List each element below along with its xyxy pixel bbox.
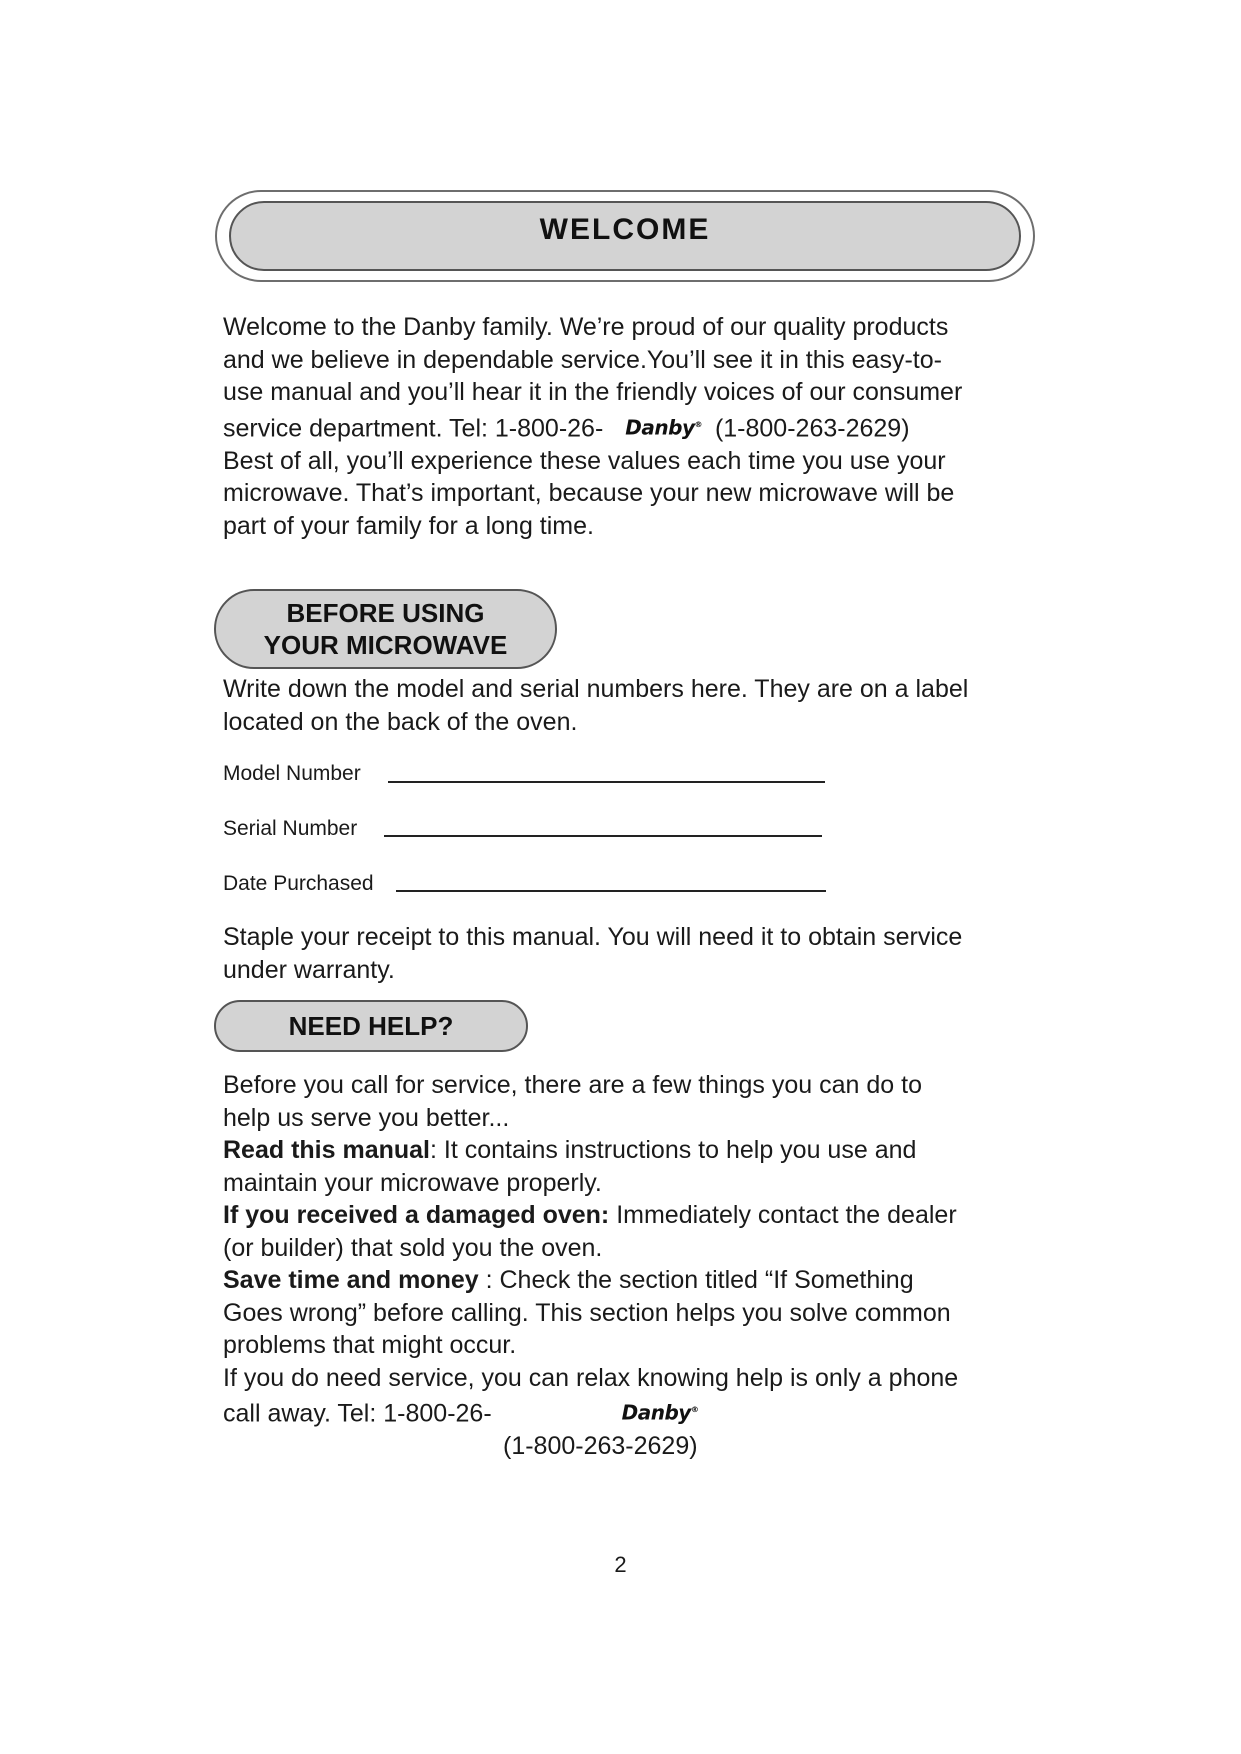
welcome-line-2: and we believe in dependable service.You’ll see it in this easy-to- xyxy=(223,345,942,374)
read-manual-bold: Read this manual xyxy=(223,1136,430,1164)
help-intro-1: Before you call for service, there are a few things you can do to xyxy=(223,1071,922,1099)
welcome-line-3: use manual and you’ll hear it in the friendly voices of our consumer xyxy=(223,378,963,406)
welcome-line-4: service department. Tel: 1-800-26- xyxy=(223,414,604,443)
damaged-oven-text-2: (or builder) that sold you the oven. xyxy=(223,1233,603,1262)
help-intro-2: help us serve you better... xyxy=(223,1103,510,1132)
service-phone: (1-800-263-2629) xyxy=(503,1432,698,1461)
save-time-bold: Save time and money xyxy=(223,1266,479,1294)
serial-number-label: Serial Number xyxy=(223,817,358,840)
service-line-1: If you do need service, you can relax knowing help is only a phone xyxy=(223,1363,959,1392)
read-manual-text-2: maintain your microwave properly. xyxy=(223,1168,602,1197)
model-number-label: Model Number xyxy=(223,762,361,785)
welcome-line-1: Welcome to the Danby family. We’re proud of our quality products xyxy=(223,313,949,341)
write-down-paragraph xyxy=(223,673,1043,738)
service-phone-prefix: call away. Tel: 1-800-26- xyxy=(223,1399,492,1428)
need-help-paragraph xyxy=(223,1069,1043,1463)
welcome-banner xyxy=(229,201,1021,271)
save-time-text-3: problems that might occur. xyxy=(223,1331,517,1359)
write-down-line-1: Write down the model and serial numbers here. They are on a label xyxy=(223,675,969,703)
danby-logo: Danby® xyxy=(625,415,702,440)
date-purchased-label: Date Purchased xyxy=(223,872,374,895)
welcome-line-5: Best of all, you’ll experience these values each time you use your xyxy=(223,446,946,475)
welcome-title: WELCOME xyxy=(539,213,711,246)
model-number-line[interactable] xyxy=(388,781,825,783)
before-using-heading xyxy=(214,589,557,669)
welcome-paragraph xyxy=(223,311,1043,542)
before-using-title-2: YOUR MICROWAVE xyxy=(263,630,508,660)
staple-line-2: under warranty. xyxy=(223,955,395,984)
write-down-line-2: located on the back of the oven. xyxy=(223,707,578,736)
save-time-text: : Check the section titled “If Something xyxy=(478,1266,914,1294)
before-using-title-1: BEFORE USING xyxy=(286,598,485,628)
danby-logo-2: Danby® xyxy=(621,1400,699,1425)
damaged-oven-text: Immediately contact the dealer xyxy=(609,1201,957,1229)
serial-number-line[interactable] xyxy=(384,835,822,837)
read-manual-text: : It contains instructions to help you use and xyxy=(430,1136,917,1164)
staple-paragraph xyxy=(223,921,1043,986)
welcome-line-6: microwave. That’s important, because your new microwave will be xyxy=(223,479,955,508)
welcome-phone: (1-800-263-2629) xyxy=(708,414,910,443)
date-purchased-line[interactable] xyxy=(396,890,826,892)
damaged-oven-bold: If you received a damaged oven: xyxy=(223,1201,610,1229)
welcome-line-7: part of your family for a long time. xyxy=(223,511,594,540)
staple-line-1: Staple your receipt to this manual. You will need it to obtain service xyxy=(223,923,963,951)
save-time-text-2: Goes wrong” before calling. This section helps you solve common xyxy=(223,1298,951,1327)
page-number: 2 xyxy=(614,1552,627,1577)
need-help-heading: NEED HELP? xyxy=(214,1000,528,1052)
